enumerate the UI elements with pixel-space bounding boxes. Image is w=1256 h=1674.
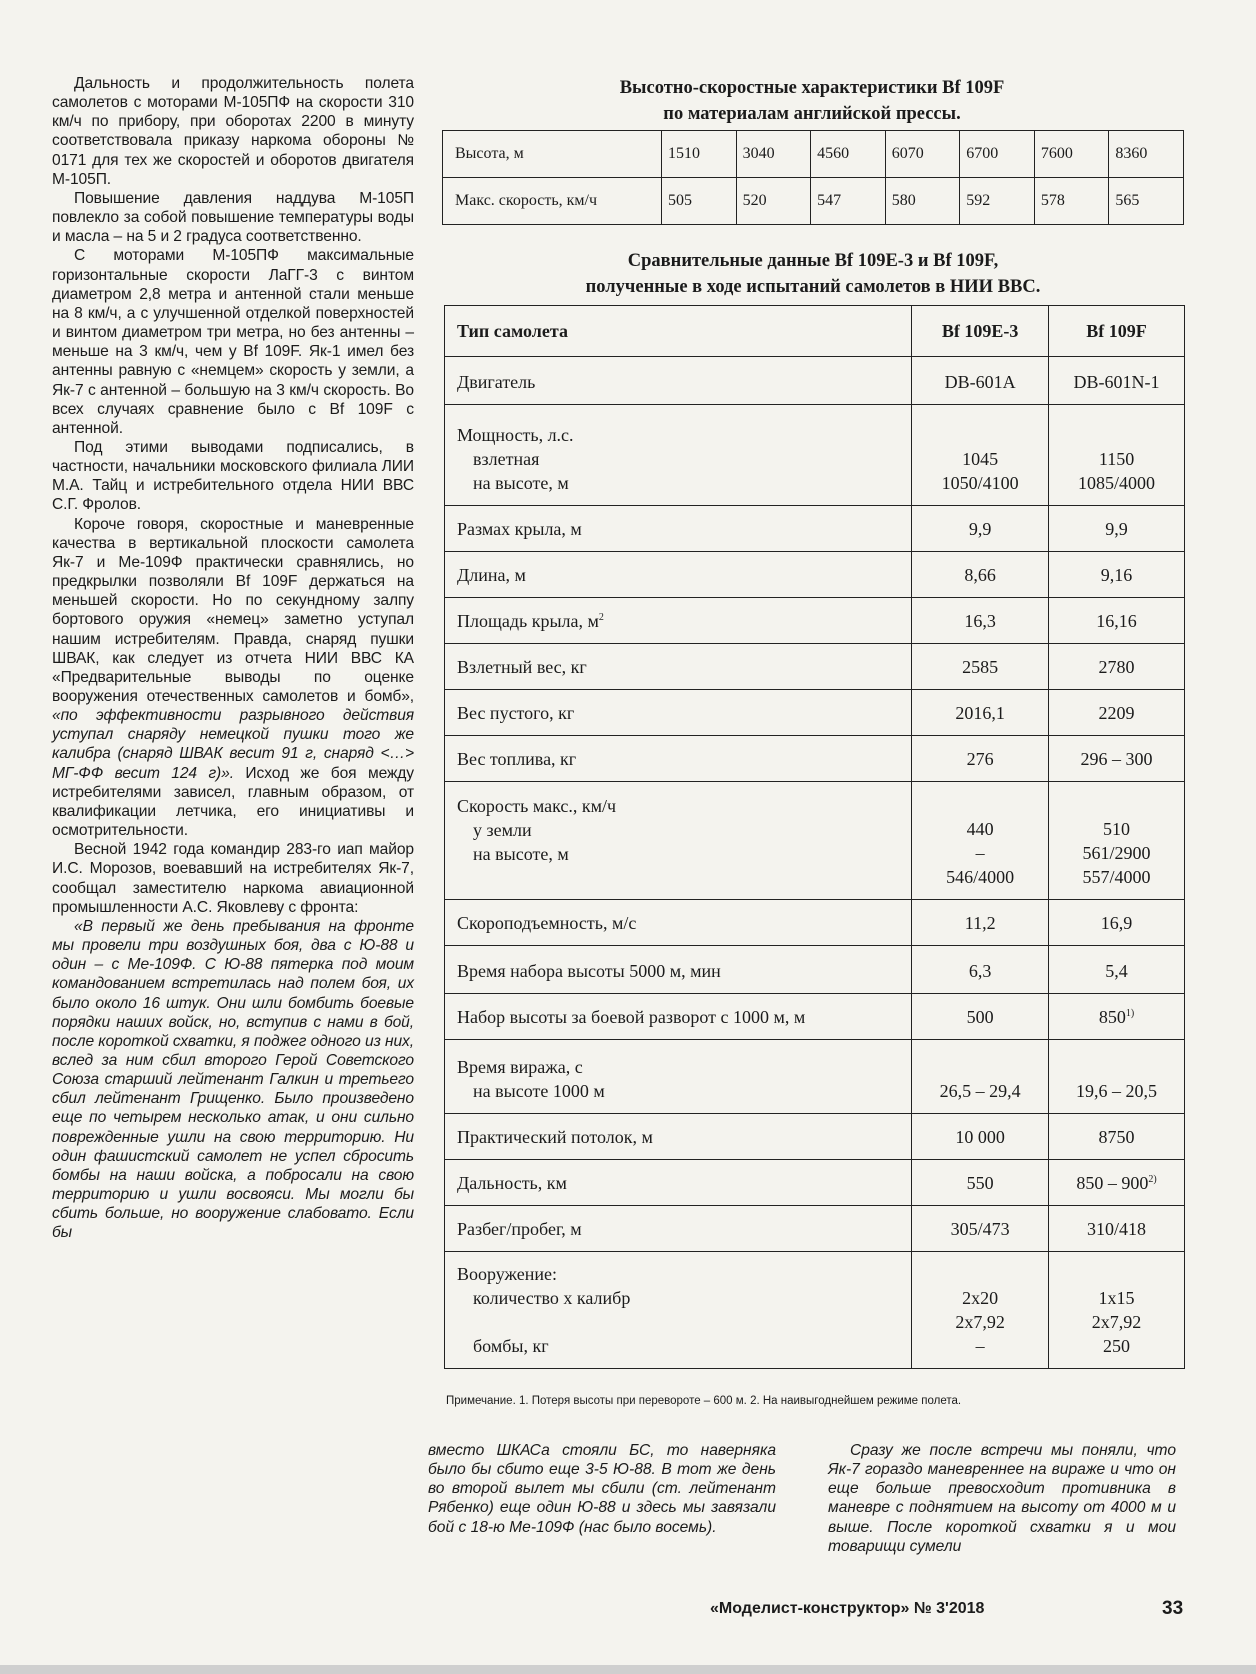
row-label: Разбег/пробег, м xyxy=(445,1206,912,1252)
table-cell: 565 xyxy=(1109,178,1184,225)
table-row xyxy=(445,1160,1185,1206)
footnote-mark: 1) xyxy=(1125,1008,1135,1019)
row-sublabel: количество х калибр xyxy=(473,1288,631,1308)
table-cell xyxy=(1049,1160,1185,1206)
table-cell: 11,2 xyxy=(912,900,1049,946)
footnote-mark: 2) xyxy=(1148,1174,1157,1185)
row-label: Размах крыла, м xyxy=(445,506,912,552)
table-cell: 8750 xyxy=(1049,1114,1185,1160)
table-cell: 578 xyxy=(1034,178,1109,225)
table-row xyxy=(445,405,1185,506)
table-row xyxy=(445,1114,1185,1160)
row-label: Время набора высоты 5000 м, мин xyxy=(445,946,912,994)
row-sublabel: у земли xyxy=(473,820,532,840)
bottom-middle-column xyxy=(428,1441,776,1537)
superscript: 2 xyxy=(598,612,604,623)
page-number: 33 xyxy=(1162,1598,1184,1619)
altitude-speed-table xyxy=(442,130,1184,225)
table-cell xyxy=(912,782,1049,900)
table-cell: 9,9 xyxy=(1049,506,1185,552)
table-cell: 7600 xyxy=(1034,131,1109,178)
table-cell: 550 xyxy=(912,1160,1049,1206)
table-cell: 592 xyxy=(960,178,1035,225)
row-label: Дальность, км xyxy=(445,1160,912,1206)
cell-line: 546/4000 xyxy=(946,867,1015,887)
footer-magazine: «Моделист-конструктор» № 3'2018 xyxy=(710,1600,985,1617)
table-cell: 505 xyxy=(662,178,737,225)
table-cell: 2585 xyxy=(912,644,1049,690)
cell-line: 1150 xyxy=(1098,449,1135,469)
table-cell: 4560 xyxy=(811,131,886,178)
table-cell: 5,4 xyxy=(1049,946,1185,994)
row-label: Набор высоты за боевой разворот с 1000 м, м xyxy=(445,994,912,1040)
table-cell: DB-601A xyxy=(912,357,1049,405)
row-sublabel: на высоте, м xyxy=(473,473,569,493)
table-cell: 9,9 xyxy=(912,506,1049,552)
table-row xyxy=(443,131,1184,178)
row-label-main: Мощность, л.с. xyxy=(457,425,574,445)
row-label: Вес пустого, кг xyxy=(445,690,912,736)
table-cell xyxy=(1049,405,1185,506)
table2-title xyxy=(442,248,1184,300)
table-row xyxy=(445,506,1185,552)
row-sublabel: на высоте, м xyxy=(473,844,569,864)
paragraph: вместо ШКАСа стояли БС, то наверняка было бы сбито еще 3-5 Ю-88. В тот же день во второй вылет мы сбили (ст. лейтенант Рябенко) еще один Ю-88 и здесь мы завязали бой с 18-ю Ме-109Ф (нас было восемь). xyxy=(428,1442,776,1536)
table-cell xyxy=(1049,782,1185,900)
cell-line: 510 xyxy=(1103,819,1131,839)
row-sublabel: взлетная xyxy=(473,449,540,469)
table-row xyxy=(445,552,1185,598)
table-cell xyxy=(912,405,1049,506)
table-row xyxy=(445,1252,1185,1369)
table-cell: 1510 xyxy=(662,131,737,178)
cell-line: 2х7,92 xyxy=(1091,1312,1142,1332)
table-cell xyxy=(1049,1252,1185,1369)
table-header-row xyxy=(445,306,1185,357)
row-label xyxy=(445,598,912,644)
cell-line: 2х7,92 xyxy=(955,1312,1005,1332)
table-note: Примечание. 1. Потеря высоты при перевороте – 600 м. 2. На наивыгоднейшем режиме полета. xyxy=(446,1395,962,1407)
row-label xyxy=(445,1040,912,1114)
table-cell: 16,16 xyxy=(1049,598,1185,644)
paragraph-text: Короче говоря, скоростные и маневренные качества в вертикальной плоскости самолета Як-7 и Ме-109Ф практически сравнялись, но предкрылки позволяли Bf 109F держаться на меньшей скорости. Но по секундному залпу бортового оружия «немец» заметно уступал нашим истребителям. Правда, снаряд пушки ШВАК, как следует из отчета НИИ ВВС КА «Предварительные выводы по оценке вооружения отечественных самолетов и бомб», xyxy=(52,515,414,705)
table-row xyxy=(445,644,1185,690)
table-row xyxy=(445,782,1185,900)
paragraph: Весной 1942 года командир 283-го иап майор И.С. Морозов, воевавший на истребителях Як-7, сообщал заместителю наркома авиационной промышленности А.С. Яковлеву с фронта: xyxy=(52,841,414,916)
table-row xyxy=(445,357,1185,405)
table2-title-line: полученные в ходе испытаний самолетов в НИИ ВВС. xyxy=(585,277,1041,297)
table-row xyxy=(445,598,1185,644)
cell-line: – xyxy=(975,843,985,863)
row-label: Макс. скорость, км/ч xyxy=(443,178,662,225)
column-header: Bf 109E-3 xyxy=(912,306,1049,357)
row-label: Двигатель xyxy=(445,357,912,405)
row-label: Скороподъемность, м/с xyxy=(445,900,912,946)
table-cell: DB-601N-1 xyxy=(1049,357,1185,405)
table-cell xyxy=(1049,994,1185,1040)
paragraph-text: Исход же боя между истребителями зависел, главным образом, от квалификации летчика, его инициативы и осмотрительности. xyxy=(52,764,414,840)
table-row xyxy=(445,900,1185,946)
table-cell: 547 xyxy=(811,178,886,225)
table1-title xyxy=(440,75,1184,127)
cell-line: 561/2900 xyxy=(1082,843,1151,863)
table-cell: 6,3 xyxy=(912,946,1049,994)
table-cell: 6700 xyxy=(960,131,1035,178)
row-label: Высота, м xyxy=(443,131,662,178)
row-label: Практический потолок, м xyxy=(445,1114,912,1160)
table-row xyxy=(443,178,1184,225)
cell-value: 850 – 900 xyxy=(1076,1173,1149,1193)
left-text-column xyxy=(52,74,414,1243)
table-cell: 520 xyxy=(736,178,811,225)
table-cell: 500 xyxy=(912,994,1049,1040)
cell-line: 2х20 xyxy=(962,1288,999,1308)
table-cell: 9,16 xyxy=(1049,552,1185,598)
cell-line: 250 xyxy=(1103,1336,1131,1356)
table-cell: 26,5 – 29,4 xyxy=(912,1040,1049,1114)
table-row xyxy=(445,1206,1185,1252)
comparison-table xyxy=(444,305,1185,1369)
paragraph-quote: «по эффективности разрывного действия уступал снаряду немецкой пушки того же калибра (снаряд ШВАК весит 91 г, снаряд <…> МГ-ФФ весит 124 г)». xyxy=(52,707,414,782)
table-row xyxy=(445,946,1185,994)
table1-title-line: Высотно-скоростные характеристики Bf 109F xyxy=(619,78,1005,98)
table-cell: 16,3 xyxy=(912,598,1049,644)
row-label-main: Вооружение: xyxy=(457,1264,557,1284)
table-cell: 2780 xyxy=(1049,644,1185,690)
table-cell: 3040 xyxy=(736,131,811,178)
table-row xyxy=(445,736,1185,782)
paragraph: Сразу же после встречи мы поняли, что Як-7 гораздо маневреннее на вираже и что он еще больше превосходит противника в маневре с поднятием на высоту от 4000 м и выше. После короткой схватки я и мои товарищи сумели xyxy=(828,1442,1176,1555)
table2-title-line: Сравнительные данные Bf 109E-3 и Bf 109F, xyxy=(627,251,999,271)
table-cell: 8,66 xyxy=(912,552,1049,598)
row-label xyxy=(445,1252,912,1369)
cell-value: 850 xyxy=(1098,1007,1126,1027)
row-sublabel: бомбы, кг xyxy=(473,1336,549,1356)
row-label xyxy=(445,782,912,900)
cell-line: 1050/4100 xyxy=(941,473,1019,493)
cell-line: 1085/4000 xyxy=(1078,473,1156,493)
table-cell: 8360 xyxy=(1109,131,1184,178)
paragraph: Под этими выводами подписались, в частности, начальники московского филиала ЛИИ М.А. Тайц и истребительного отдела НИИ ВВС С.Г. Фролов. xyxy=(52,438,414,514)
table-row xyxy=(445,994,1185,1040)
row-label-main: Площадь крыла, м xyxy=(457,611,599,631)
row-label: Взлетный вес, кг xyxy=(445,644,912,690)
column-header: Bf 109F xyxy=(1049,306,1185,357)
cell-line: – xyxy=(975,1336,985,1356)
table-row xyxy=(445,690,1185,736)
cell-line: 1х15 xyxy=(1098,1288,1135,1308)
table1-title-line: по материалам английской прессы. xyxy=(663,104,961,124)
row-label xyxy=(445,405,912,506)
table-cell: 2016,1 xyxy=(912,690,1049,736)
table-cell: 310/418 xyxy=(1049,1206,1185,1252)
table-cell: 276 xyxy=(912,736,1049,782)
table-cell: 580 xyxy=(885,178,960,225)
table-cell: 296 – 300 xyxy=(1049,736,1185,782)
cell-line: 1045 xyxy=(962,449,999,469)
quote-paragraph: «В первый же день пребывания на фронте мы провели три воздушных боя, два с Ю-88 и один – с Ме-109Ф. С Ю-88 пятерка под моим командованием встретилась над полем боя, их было около 16 штук. Они шли бомбить боевые порядки наших войск, но, вступив с нами в бой, после короткой схватки, я поджег одного из них, вслед за ним сбил второго Герой Советского Союза старший лейтенант Галкин и третьего сбил лейтенант Грищенко. Было произведено еще по четырем несколько атак, и они сильно поврежденные ушли на свою территорию. Ни один фашистский самолет не успел сбросить бомбы на наши войска, а побросали на свою территорию и ушли восвояси. Мы могли бы сбить больше, но вооружение слабовато. Если бы xyxy=(52,917,414,1242)
paragraph: Дальность и продолжительность полета самолетов с моторами М-105ПФ на скорости 310 км/ч по прибору, при оборотах 2200 в минуту соответствовала приказу наркома обороны № 0171 для тех же скоростей и оборотов двигателя М-105П. xyxy=(52,75,414,188)
table-cell: 305/473 xyxy=(912,1206,1049,1252)
paragraph: С моторами М-105ПФ максимальные горизонтальные скорости ЛаГГ-3 с винтом диаметром 2,8 метра и антенной стали меньше на 8 км/ч, а с улучшенной отделкой поверхностей и винтом диаметром три метра, но без антенны – меньше на 3 км/ч, чем у Bf 109F. Як-1 имел без антенны равную с «немцем» скорость у земли, а Як-7 с антенной – большую на 3 км/ч скорость. Во всех случаях сравнение было с Bf 109F с антенной. xyxy=(52,247,414,437)
table-cell xyxy=(912,1252,1049,1369)
table-row xyxy=(445,1040,1185,1114)
paragraph: Повышение давления наддува М-105П повлекло за собой повышение температуры воды и масла – на 5 и 2 градуса соответственно. xyxy=(52,189,414,246)
row-label: Вес топлива, кг xyxy=(445,736,912,782)
row-sublabel: на высоте 1000 м xyxy=(473,1081,605,1101)
row-label: Длина, м xyxy=(445,552,912,598)
row-label-main: Время виража, с xyxy=(457,1057,583,1077)
column-header: Тип самолета xyxy=(445,306,912,357)
table-cell: 10 000 xyxy=(912,1114,1049,1160)
paragraph xyxy=(52,515,414,841)
table-cell: 19,6 – 20,5 xyxy=(1049,1040,1185,1114)
scan-edge xyxy=(0,1665,1256,1674)
row-label-main: Скорость макс., км/ч xyxy=(457,796,617,816)
table-cell: 2209 xyxy=(1049,690,1185,736)
table-cell: 16,9 xyxy=(1049,900,1185,946)
cell-line: 440 xyxy=(966,819,994,839)
cell-line: 557/4000 xyxy=(1082,867,1151,887)
table-cell: 6070 xyxy=(885,131,960,178)
bottom-right-column xyxy=(828,1441,1176,1556)
